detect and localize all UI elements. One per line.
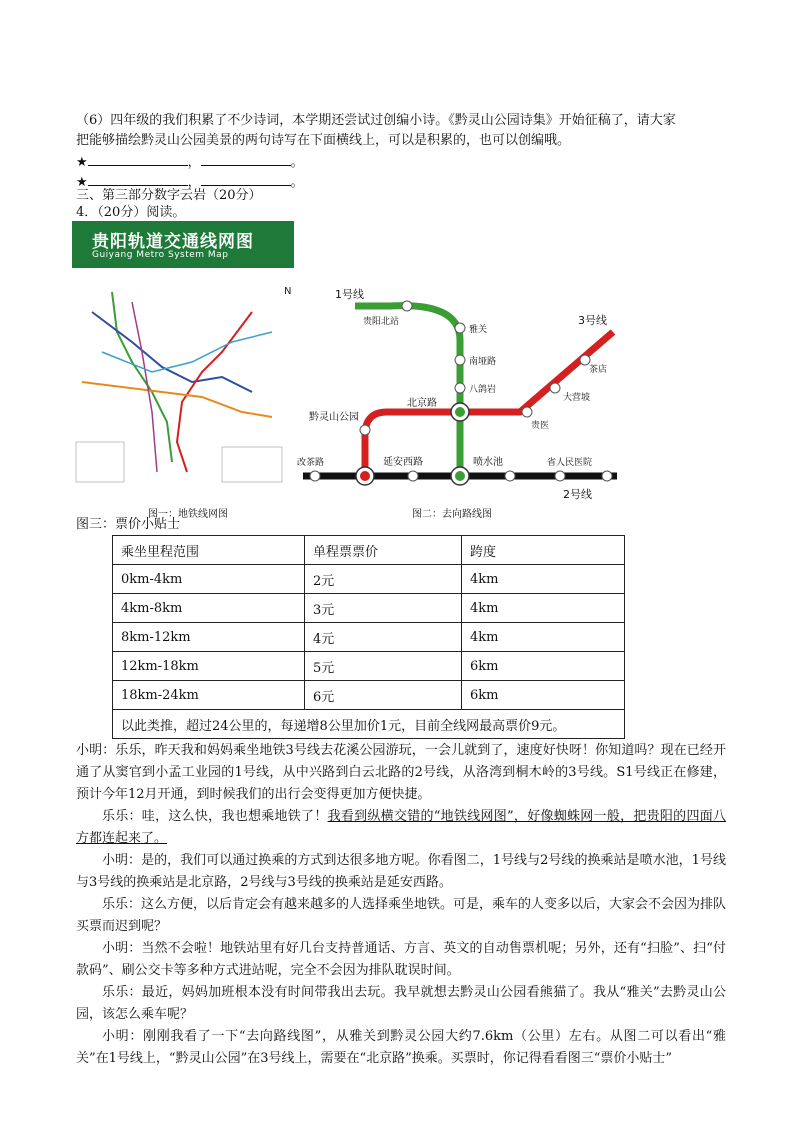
- dialogue-p7: 小明：刚刚我看了一下“去向路线图”，从雅关到黔灵公园大约7.6km（公里）左右。从图二可以看出“雅关”在1号线上，“黔灵山公园”在3号线上，需要在“北京路”换乘。买票时，你记得看看图三“票价小贴士”: [76, 1029, 726, 1066]
- svg-text:茶店: 茶店: [589, 365, 608, 375]
- answer-line-2: ★ ， 。: [76, 171, 304, 193]
- dialogue-p3: 小明：是的，我们可以通过换乘的方式到达很多地方呢。你看图二，1号线与2号线的换乘站是喷水池，1号线与3号线的换乘站是北京路，2号线与3号线的换乘站是延安西路。: [76, 853, 726, 890]
- star-icon: ★: [76, 155, 88, 170]
- dialogue-p2: 乐乐：哇，这么快，我也想乘地铁了！我看到纵横交错的“地铁线网图”，好像蜘蛛网一般，把贵阳的四面八方都连起来了。: [76, 809, 726, 846]
- svg-text:省人民医院: 省人民医院: [547, 458, 593, 468]
- section-3-heading: 三、第三部分数字云岩（20分）: [76, 188, 262, 203]
- table-note-row: 以此类推，超过24公里的，每递增8公里加价1元，目前全线网最高票价9元。: [113, 710, 625, 739]
- answer-blank[interactable]: [88, 151, 188, 166]
- line3-track: [365, 332, 613, 476]
- metro-map-banner: [72, 221, 294, 268]
- svg-text:八鸽岩: 八鸽岩: [469, 385, 497, 395]
- banner-subtitle: Guiyang Metro System Map: [92, 250, 229, 260]
- star-icon: ★: [76, 175, 88, 190]
- svg-text:贵阳北站: 贵阳北站: [363, 317, 400, 327]
- svg-text:延安西路: 延安西路: [383, 457, 423, 468]
- answer-blank[interactable]: [201, 171, 291, 186]
- dialogue-p6: 乐乐：最近，妈妈加班根本没有时间带我出去玩。我早就想去黔灵山公园看熊猫了。我从“雅关”去黔灵山公园，该怎么乘车呢？: [76, 985, 726, 1022]
- figure-1-caption: 图一：地铁线网图: [148, 509, 228, 520]
- answer-blank[interactable]: [201, 151, 291, 166]
- question-4-heading: 4．（20分）阅读。: [76, 205, 186, 220]
- figure-2-caption: 图二：去向路线图: [412, 509, 492, 520]
- svg-text:北京路: 北京路: [407, 398, 437, 409]
- underlined-sentence: 我看到纵横交错的“地铁线网图”，好像蜘蛛网一般，把贵阳的四面八方都连起来了。: [76, 809, 726, 846]
- table-row: 0km-4km 2元 4km: [113, 565, 625, 594]
- table-row: 8km-12km 4元 4km: [113, 623, 625, 652]
- svg-text:雅关: 雅关: [469, 325, 488, 335]
- figure-3-title: 图三：票价小贴士: [76, 517, 181, 532]
- answer-line-1: ★ ， 。: [76, 151, 304, 173]
- label-line3: 3号线: [578, 314, 607, 327]
- dialogue-p4: 乐乐：这么方便，以后肯定会有越来越多的人选择乘坐地铁。可是，乘车的人变多以后，大家会不会因为排队买票而迟到呢？: [76, 897, 727, 934]
- table-row: 18km-24km 6元 6km: [113, 681, 625, 710]
- metro-network-map: [72, 272, 298, 502]
- svg-text:改茶路: 改茶路: [297, 458, 325, 468]
- svg-text:贵医: 贵医: [531, 421, 550, 431]
- banner-title: 贵阳轨道交通线网图: [92, 232, 254, 252]
- label-line1: 1号线: [335, 288, 364, 301]
- svg-text:N: N: [284, 286, 292, 297]
- fare-table: [112, 535, 625, 739]
- q6-line-1: （6）四年级的我们积累了不少诗词，本学期还尝试过创编小诗。《黔灵山公园诗集》开始征稿了，请大家: [76, 113, 676, 128]
- svg-text:南垭路: 南垭路: [469, 357, 497, 367]
- table-row: 4km-8km 3元 4km: [113, 594, 625, 623]
- svg-text:黔灵山公园: 黔灵山公园: [309, 412, 359, 423]
- dialogue-p5: 小明：当然不会啦！地铁站里有好几台支持普通话、方言、英文的自动售票机呢；另外，还有“扫脸”、扫“付款码”、刷公交卡等多种方式进站呢，完全不会因为排队耽误时间。: [76, 941, 726, 978]
- label-line2: 2号线: [563, 488, 592, 500]
- svg-text:大营坡: 大营坡: [563, 393, 591, 403]
- q6-line-2: 把能够描绘黔灵山公园美景的两句诗写在下面横线上，可以是积累的，也可以创编哦。: [76, 133, 571, 148]
- answer-blank[interactable]: [88, 171, 188, 186]
- table-row: 12km-18km 5元 6km: [113, 652, 625, 681]
- dialogue-p1: 小明：乐乐，昨天我和妈妈乘坐地铁3号线去花溪公园游玩，一会儿就到了，速度好快呀！你知道吗？现在已经开通了从窦官到小孟工业园的1号线，从中兴路到白云北路的2号线，从洛湾到桐木岭的3号线。S1号线正在修建，预计今年12月开通，到时候我们的出行会变得更加方便快捷。: [76, 743, 726, 802]
- svg-text:喷水池: 喷水池: [473, 457, 503, 468]
- route-map: [295, 280, 625, 500]
- line1-track: [355, 306, 460, 476]
- table-header-row: 乘坐里程范围 单程票票价 跨度: [113, 536, 625, 565]
